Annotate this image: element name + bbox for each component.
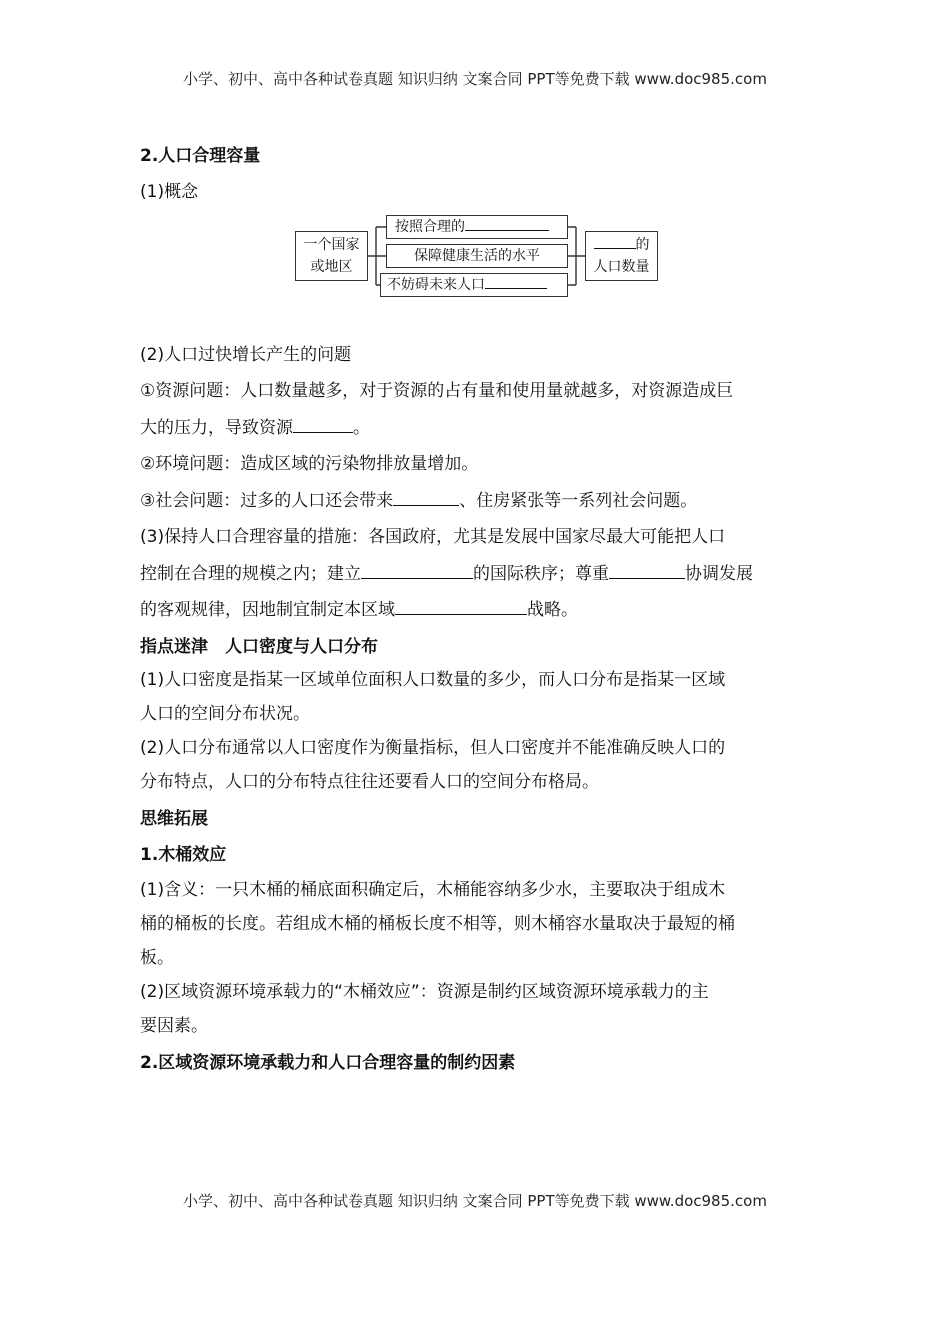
measures	[140, 519, 812, 629]
diagram-middle-box-2	[386, 244, 568, 268]
mid3-text: 不妨碍未来人口	[387, 276, 485, 293]
barrel-1-line-1: (1)含义：一只木桶的桶底面积确定后，木桶能容纳多少水，主要取决于组成木	[140, 879, 726, 900]
barrel-2-line-2: 要因素。	[140, 1015, 208, 1036]
tips-1	[140, 663, 812, 731]
problem-1	[140, 373, 812, 446]
blank	[594, 234, 636, 249]
tips-1-line-1: (1)人口密度是指某一区域单位面积人口数量的多少，而人口分布是指某一区域	[140, 669, 726, 690]
problem-3-end: 、住房紧张等一系列社会问题。	[459, 490, 698, 511]
blank	[361, 561, 473, 579]
blank	[393, 488, 459, 506]
right-line-1: 的	[635, 236, 650, 253]
measures-line-3b: 战略。	[527, 600, 578, 620]
right-line-2: 人口数量	[593, 258, 650, 275]
concept-diagram	[140, 211, 812, 337]
concept-label: (1)概念	[140, 182, 199, 202]
problem-3-start: ③社会问题：过多的人口还会带来	[140, 490, 394, 511]
barrel-2	[140, 975, 812, 1043]
measures-line-1: (3)保持人口合理容量的措施：各国政府，尤其是发展中国家尽最大可能把人口	[140, 527, 726, 547]
blank	[485, 274, 547, 289]
document-body	[140, 140, 812, 1079]
left-line-2: 或地区	[310, 258, 353, 275]
diagram-middle-box-3	[380, 273, 568, 297]
diagram-middle-box-1	[386, 215, 568, 239]
blank	[395, 597, 527, 615]
mid1-text: 按照合理的	[395, 218, 465, 235]
measures-line-2c: 协调发展	[685, 563, 753, 584]
blank	[465, 216, 549, 231]
tips-2	[140, 731, 812, 799]
extend-title: 思维拓展	[140, 808, 208, 829]
barrel-1-line-2: 桶的桶板的长度。若组成木桶的桶板长度不相等，则木桶容水量取决于最短的桶	[140, 913, 735, 934]
problem-3	[140, 483, 812, 520]
blank	[293, 415, 353, 433]
problem-1-line-1: ①资源问题：人口数量越多，对于资源的占有量和使用量就越多，对资源造成巨	[140, 381, 734, 401]
section-title: 2.人口合理容量	[140, 146, 261, 166]
blank	[609, 561, 685, 579]
diagram-right-box	[585, 231, 658, 281]
mid2-text: 保障健康生活的水平	[414, 247, 540, 264]
tips-1-line-2: 人口的空间分布状况。	[140, 703, 310, 724]
measures-line-2b: 的国际秩序；尊重	[473, 563, 609, 584]
barrel-2-line-1: (2)区域资源环境承载力的“木桶效应”：资源是制约区域资源环境承载力的主	[140, 981, 709, 1002]
left-line-1: 一个国家	[303, 236, 360, 253]
tips-2-line-1: (2)人口分布通常以人口密度作为衡量指标，但人口密度并不能准确反映人口的	[140, 737, 726, 758]
page-footer: 小学、初中、高中各种试卷真题 知识归纳 文案合同 PPT等免费下载 www.doc985.com	[183, 1192, 767, 1210]
diagram-left-box	[295, 231, 368, 281]
measures-line-3a: 的客观规律，因地制宜制定本区域	[140, 600, 395, 620]
tips-2-line-2: 分布特点，人口的分布特点往往还要看人口的空间分布格局。	[140, 771, 599, 792]
barrel-title: 1.木桶效应	[140, 844, 227, 865]
page-header: 小学、初中、高中各种试卷真题 知识归纳 文案合同 PPT等免费下载 www.doc985.com	[183, 70, 767, 88]
problems-title: (2)人口过快增长产生的问题	[140, 344, 352, 365]
measures-line-2a: 控制在合理的规模之内；建立	[140, 563, 361, 584]
tips-title: 指点迷津 人口密度与人口分布	[140, 636, 378, 657]
factors-title: 2.区域资源环境承载力和人口合理容量的制约因素	[140, 1052, 516, 1073]
problem-1-line-2: 大的压力，导致资源	[140, 417, 293, 438]
barrel-1	[140, 873, 812, 975]
problem-2: ②环境问题：造成区域的污染物排放量增加。	[140, 454, 479, 474]
barrel-1-line-3: 板。	[140, 947, 174, 968]
problem-1-end: 。	[353, 417, 370, 438]
